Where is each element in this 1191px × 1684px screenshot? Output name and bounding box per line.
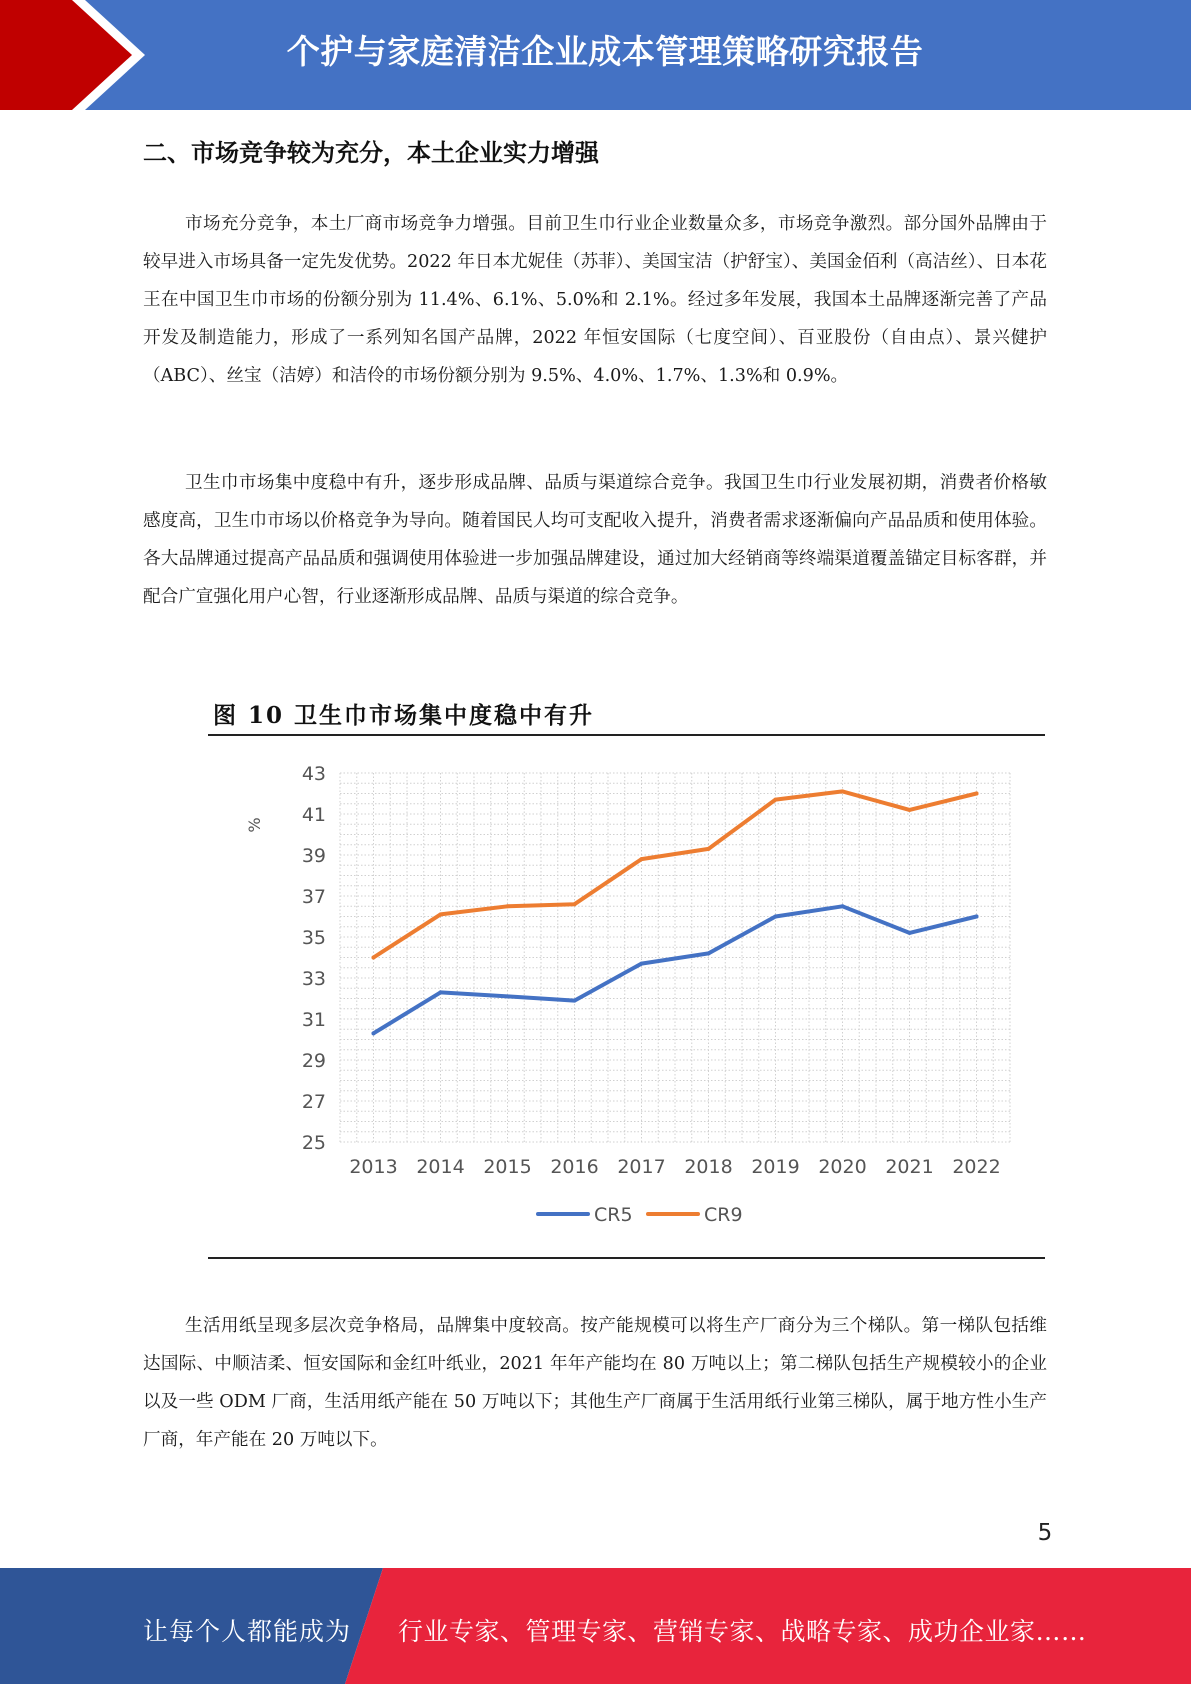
data-point-cr5: [439, 990, 443, 994]
x-tick-label: 2014: [416, 1156, 465, 1178]
data-point-cr5: [506, 994, 510, 998]
y-tick-label: 27: [301, 1091, 326, 1113]
x-tick-label: 2013: [349, 1156, 398, 1178]
data-point-cr9: [774, 798, 778, 802]
data-point-cr9: [707, 847, 711, 851]
data-point-cr5: [774, 915, 778, 919]
x-tick-label: 2019: [751, 1156, 800, 1178]
y-tick-label: 25: [301, 1132, 326, 1154]
paragraph-market-competition: 市场充分竞争，本土厂商市场竞争力增强。目前卫生巾行业企业数量众多，市场竞争激烈。部分国外品牌由于较早进入市场具备一定先发优势。2022 年日本尤妮佳（苏菲）、美国宝洁（护舒宝）、美国金佰利（高洁丝）、日本花王在中国卫生巾市场的份额分别为 11.4%、6.1%、5.0%和 2.1%。经过多年发展，我国本土品牌逐渐完善了产品开发及制造能力，形成了一系列知名国产品牌，2022 年恒安国际（七度空间）、百亚股份（自由点）、景兴健护（ABC）、丝宝（洁婷）和洁伶的市场份额分别为 9.5%、4.0%、1.7%、1.3%和 0.9%。: [143, 214, 1047, 386]
data-point-cr5: [640, 962, 644, 966]
data-point-cr5: [908, 931, 912, 935]
line-chart: [230, 745, 1030, 1245]
footer-slogan-right: 行业专家、管理专家、营销专家、战略专家、成功企业家……: [398, 1617, 1087, 1646]
data-point-cr9: [573, 902, 577, 906]
data-point-cr9: [975, 792, 979, 796]
y-tick-label: 39: [301, 845, 326, 867]
y-tick-label: 43: [301, 763, 326, 785]
x-tick-label: 2021: [885, 1156, 934, 1178]
y-tick-label: 33: [301, 968, 326, 990]
y-tick-label: 31: [301, 1009, 326, 1031]
figure-top-rule: [208, 734, 1045, 736]
y-tick-label: 29: [301, 1050, 326, 1072]
data-point-cr5: [372, 1031, 376, 1035]
paragraph-tissue-paper: 生活用纸呈现多层次竞争格局，品牌集中度较高。按产能规模可以将生产厂商分为三个梯队。第一梯队包括维达国际、中顺洁柔、恒安国际和金红叶纸业，2021 年年产能均在 80 万吨以上；第二梯队包括生产规模较小的企业以及一些 ODM 厂商，生活用纸产能在 50 万吨以下；其他生产厂商属于生活用纸行业第三梯队，属于地方性小生产厂商，年产能在 20 万吨以下。: [143, 1316, 1047, 1450]
y-axis-label: %: [245, 817, 264, 833]
data-point-cr5: [707, 951, 711, 955]
y-tick-label: 35: [301, 927, 326, 949]
x-tick-label: 2018: [684, 1156, 733, 1178]
section-heading: 二、市场竞争较为充分，本土企业实力增强: [143, 139, 599, 167]
y-tick-label: 37: [301, 886, 326, 908]
data-point-cr9: [908, 808, 912, 812]
data-point-cr9: [841, 789, 845, 793]
data-point-cr9: [640, 857, 644, 861]
x-tick-label: 2015: [483, 1156, 532, 1178]
data-point-cr9: [372, 956, 376, 960]
data-point-cr5: [573, 999, 577, 1003]
report-title: 个护与家庭清洁企业成本管理策略研究报告: [286, 32, 924, 71]
paragraph-market-concentration: 卫生巾市场集中度稳中有升，逐步形成品牌、品质与渠道综合竞争。我国卫生巾行业发展初期，消费者价格敏感度高，卫生巾市场以价格竞争为导向。随着国民人均可支配收入提升，消费者需求逐渐偏向产品品质和使用体验。各大品牌通过提高产品品质和强调使用体验进一步加强品牌建设，通过加大经销商等终端渠道覆盖锚定目标客群，并配合广宣强化用户心智，行业逐渐形成品牌、品质与渠道的综合竞争。: [143, 473, 1047, 607]
data-point-cr5: [841, 904, 845, 908]
x-tick-label: 2020: [818, 1156, 867, 1178]
x-tick-label: 2017: [617, 1156, 666, 1178]
data-point-cr5: [975, 915, 979, 919]
figure-title: 图 10 卫生巾市场集中度稳中有升: [213, 702, 595, 729]
footer-slogan-left: 让每个人都能成为: [143, 1617, 352, 1646]
header-chevron-decoration: [0, 0, 160, 110]
figure-bottom-rule: [208, 1257, 1045, 1259]
header-banner: [0, 0, 1191, 110]
data-point-cr9: [506, 904, 510, 908]
data-point-cr9: [439, 912, 443, 916]
x-tick-label: 2016: [550, 1156, 599, 1178]
legend-label-cr9: CR9: [704, 1204, 743, 1226]
x-tick-label: 2022: [952, 1156, 1001, 1178]
y-tick-label: 41: [301, 804, 326, 826]
page-number: 5: [1037, 1520, 1053, 1546]
legend-label-cr5: CR5: [594, 1204, 633, 1226]
